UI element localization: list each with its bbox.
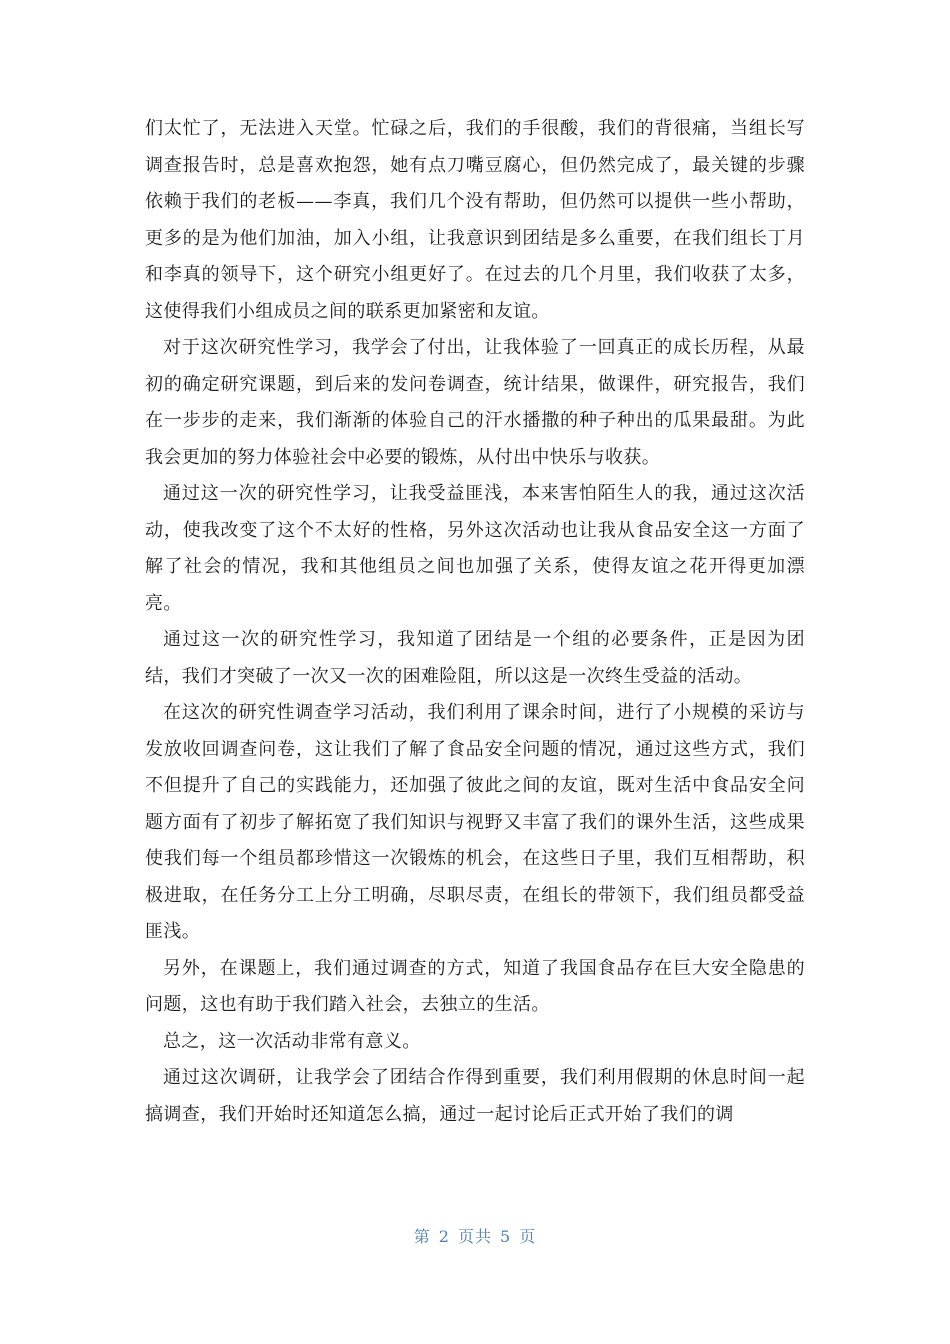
paragraph-2: 对于这次研究性学习，我学会了付出，让我体验了一回真正的成长历程，从最初的确定研究课题，到后来的发问卷调查，统计结果，做课件，研究报告，我们在一步步的走来，我们渐渐的体验自己的汗水播撒的种子种出的瓜果最甜。为此我会更加的努力体验社会中必要的锻炼，从付出中快乐与收获。 xyxy=(145,337,805,468)
paragraph-4: 通过这一次的研究性学习，我知道了团结是一个组的必要条件，正是因为团结，我们才突破了一次又一次的困难险阻，所以这是一次终生受益的活动。 xyxy=(145,629,805,687)
footer-total-pages: 5 xyxy=(500,1227,512,1246)
footer-suffix: 页 xyxy=(519,1227,537,1246)
paragraph-8: 通过这次调研，让我学会了团结合作得到重要，我们利用假期的休息时间一起搞调查，我们开始时还知道怎么搞，通过一起讨论后正式开始了我们的调 xyxy=(145,1067,805,1125)
paragraph-3: 通过这一次的研究性学习，让我受益匪浅，本来害怕陌生人的我，通过这次活动，使我改变了这个不太好的性格，另外这次活动也让我从食品安全这一方面了解了社会的情况，我和其他组员之间也加强了关系，使得友谊之花开得更加漂亮。 xyxy=(145,483,805,614)
paragraph-5: 在这次的研究性调查学习活动，我们利用了课余时间，进行了小规模的采访与发放收回调查问卷，这让我们了解了食品安全问题的情况，通过这些方式，我们不但提升了自己的实践能力，还加强了彼此之间的友谊，既对生活中食品安全问题方面有了初步了解拓宽了我们知识与视野又丰富了我们的课外生活，这些成果使我们每一个组员都珍惜这一次锻炼的机会，在这些日子里，我们互相帮助，积极进取，在任务分工上分工明确，尽职尽责，在组长的带领下，我们组员都受益匪浅。 xyxy=(145,702,805,942)
paragraph-1: 们太忙了，无法进入天堂。忙碌之后，我们的手很酸，我们的背很痛，当组长写调查报告时，总是喜欢抱怨，她有点刀嘴豆腐心，但仍然完成了，最关键的步骤依赖于我们的老板——李真，我们几个没有帮助，但仍然可以提供一些小帮助，更多的是为他们加油，加入小组，让我意识到团结是多么重要，在我们组长丁月和李真的领导下，这个研究小组更好了。在过去的几个月里，我们收获了太多，这使得我们小组成员之间的联系更加紧密和友谊。 xyxy=(145,118,805,322)
paragraph-6: 另外，在课题上，我们通过调查的方式，知道了我国食品存在巨大安全隐患的问题，这也有助于我们踏入社会，去独立的生活。 xyxy=(145,957,805,1015)
page-footer xyxy=(0,1224,950,1247)
footer-prefix: 第 xyxy=(413,1227,431,1246)
footer-middle: 页共 xyxy=(457,1227,492,1246)
document-body xyxy=(145,111,805,1133)
paragraph-7: 总之，这一次活动非常有意义。 xyxy=(163,1030,421,1052)
footer-current-page: 2 xyxy=(438,1227,450,1246)
